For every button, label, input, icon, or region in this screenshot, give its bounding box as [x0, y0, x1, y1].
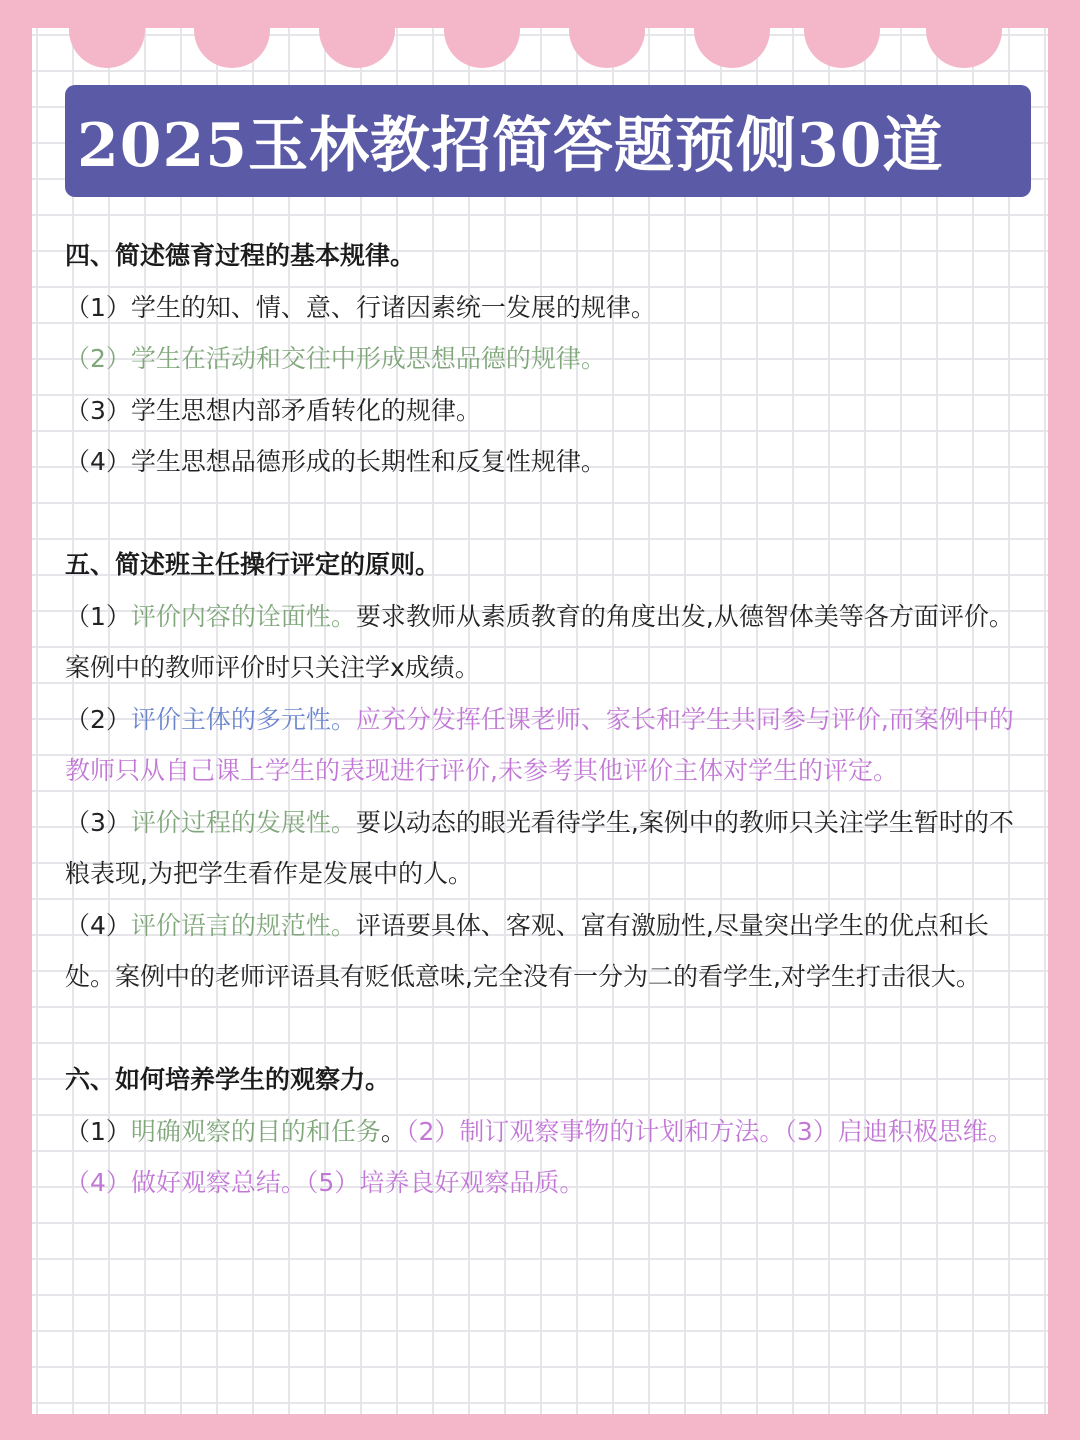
section-4-item-4: （4）学生思想品德形成的长期性和反复性规律。 — [65, 447, 606, 476]
spacer — [65, 488, 1015, 540]
scallop-3 — [319, 0, 395, 68]
item-number: （1） — [65, 1116, 131, 1146]
grid-paper — [32, 28, 1048, 1414]
scallop-2 — [194, 0, 270, 68]
item-rest: 评语要具体、客观、富有激励性,尽量突出学生的优点和长处。案例中的老师评语具有贬低意味,完全没有一分为二的看学生,对学生打击很大。 — [65, 910, 989, 991]
item-dot: 。 — [380, 1116, 406, 1146]
page-title: 2025玉林教招简答题预侧30道 — [77, 111, 944, 181]
item-number: （1） — [65, 601, 131, 631]
section-5-item-2 — [65, 694, 1015, 797]
item-key: 明确观察的目的和任务 — [130, 1116, 381, 1146]
item-rest: 应充分发挥任课老师、家长和学生共同参与评价,而案例中的教师只从自己课上学生的表现进行评价,未参考其他评价主体对学生的评定。 — [65, 704, 1014, 785]
item-key: 评价主体的多元性。 — [130, 704, 356, 734]
scallop-7 — [804, 0, 880, 68]
item-rest: （2）制订观察事物的计划和方法。（3）启迪积极思维。（4）做好观察总结。（5）培养良好观察品质。 — [65, 1116, 1013, 1197]
scallop-1 — [69, 0, 145, 68]
section-4-item-3: （3）学生思想内部矛盾转化的规律。 — [65, 395, 481, 425]
section-4-item-1: （1）学生的知、情、意、行诸因素统一发展的规律。 — [65, 292, 656, 322]
section-6-heading: 六、如何培养学生的观察力。 — [65, 1065, 391, 1094]
section-4-item-2: （2）学生在活动和交往中形成思想品德的规律。 — [65, 344, 606, 373]
section-4-heading: 四、简述德育过程的基本规律。 — [65, 241, 416, 270]
section-5-item-4 — [65, 900, 1015, 1003]
spacer — [65, 1003, 1015, 1055]
section-5-heading: 五、简述班主任操行评定的原则。 — [65, 550, 441, 579]
item-number: （4） — [65, 910, 131, 940]
section-5-item-1 — [65, 591, 1015, 694]
item-key: 评价内容的诠面性。 — [130, 601, 356, 631]
scallop-8 — [926, 0, 1002, 68]
item-number: （3） — [65, 807, 131, 837]
item-rest: 要以动态的眼光看待学生,案例中的教师只关注学生暂时的不粮表现,为把学生看作是发展中的人。 — [65, 807, 1014, 888]
item-key: 评价语言的规范性。 — [130, 910, 356, 940]
content — [65, 230, 1015, 1209]
title-banner — [65, 85, 1031, 197]
section-6-item-1 — [65, 1106, 1015, 1209]
section-5-item-3 — [65, 797, 1015, 900]
item-rest: 要求教师从素质教育的角度出发,从德智体美等各方面评价。案例中的教师评价时只关注学x成绩。 — [65, 601, 1014, 682]
scallop-4 — [444, 0, 520, 68]
scallop-5 — [569, 0, 645, 68]
item-number: （2） — [65, 704, 131, 734]
scallop-6 — [694, 0, 770, 68]
item-key: 评价过程的发展性。 — [130, 807, 356, 837]
